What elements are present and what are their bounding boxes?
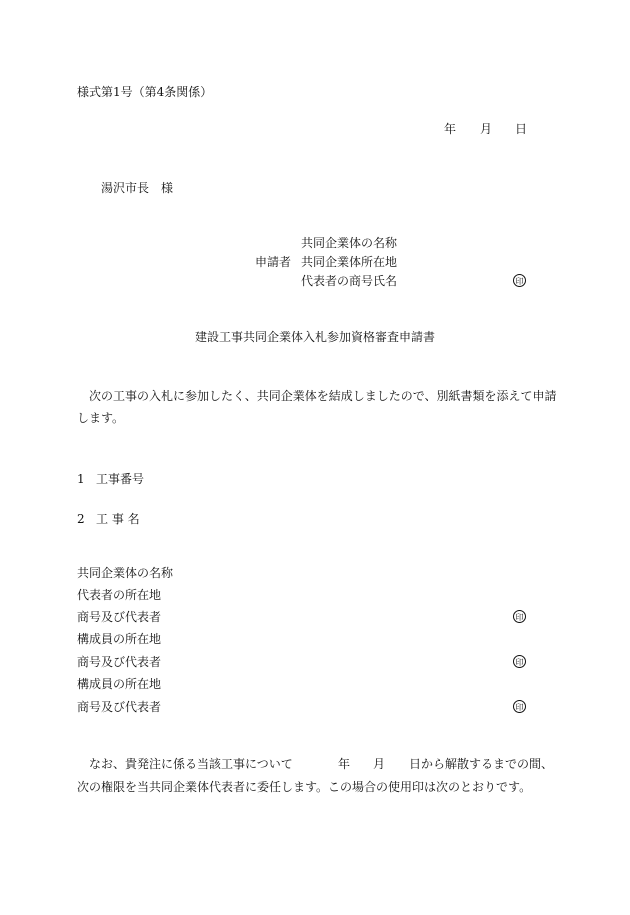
applicant-label: 申請者 <box>255 255 292 269</box>
date-month: 月 <box>480 122 493 136</box>
members-member2-company: 商号及び代表者 <box>77 700 162 714</box>
date-year: 年 <box>444 122 457 136</box>
jv-address-label: 共同企業体所在地 <box>301 255 398 269</box>
members-member2-address: 構成員の所在地 <box>77 677 162 691</box>
delegation-year: 年 <box>338 757 351 771</box>
seal-mark: 印 <box>513 274 526 287</box>
item-number-2: 2 <box>77 512 85 526</box>
date-day: 日 <box>515 122 528 136</box>
intro-line-1: 次の工事の入札に参加したく、共同企業体を結成しましたので、別紙書類を添えて申請 <box>89 389 557 403</box>
members-member1-company: 商号及び代表者 <box>77 655 162 669</box>
document-title: 建設工事共同企業体入札参加資格審査申請書 <box>195 330 436 344</box>
members-rep-address: 代表者の所在地 <box>77 588 162 602</box>
delegation-line1-a: なお、貴発注に係る当該工事について <box>89 757 293 771</box>
delegation-month: 月 <box>373 757 386 771</box>
item-label-1: 工事番号 <box>96 472 145 486</box>
rep-name-label: 代表者の商号氏名 <box>301 274 398 288</box>
members-rep-company: 商号及び代表者 <box>77 610 162 624</box>
members-member1-address: 構成員の所在地 <box>77 632 162 646</box>
delegation-line1-b: 日から解散するまでの間、 <box>409 757 554 771</box>
item-number-1: 1 <box>77 472 85 486</box>
item-label-2: 工 事 名 <box>96 512 140 526</box>
jv-name-label: 共同企業体の名称 <box>301 236 398 250</box>
seal-mark: 印 <box>513 700 526 713</box>
delegation-line2: 次の権限を当共同企業体代表者に委任します。この場合の使用印は次のとおりです。 <box>77 780 532 794</box>
seal-mark: 印 <box>513 610 526 623</box>
seal-mark: 印 <box>513 655 526 668</box>
intro-line-2: します。 <box>77 411 125 425</box>
form-number: 様式第1号（第4条関係） <box>77 85 213 99</box>
addressee: 湯沢市長 様 <box>101 181 174 195</box>
members-jv-name: 共同企業体の名称 <box>77 566 174 580</box>
